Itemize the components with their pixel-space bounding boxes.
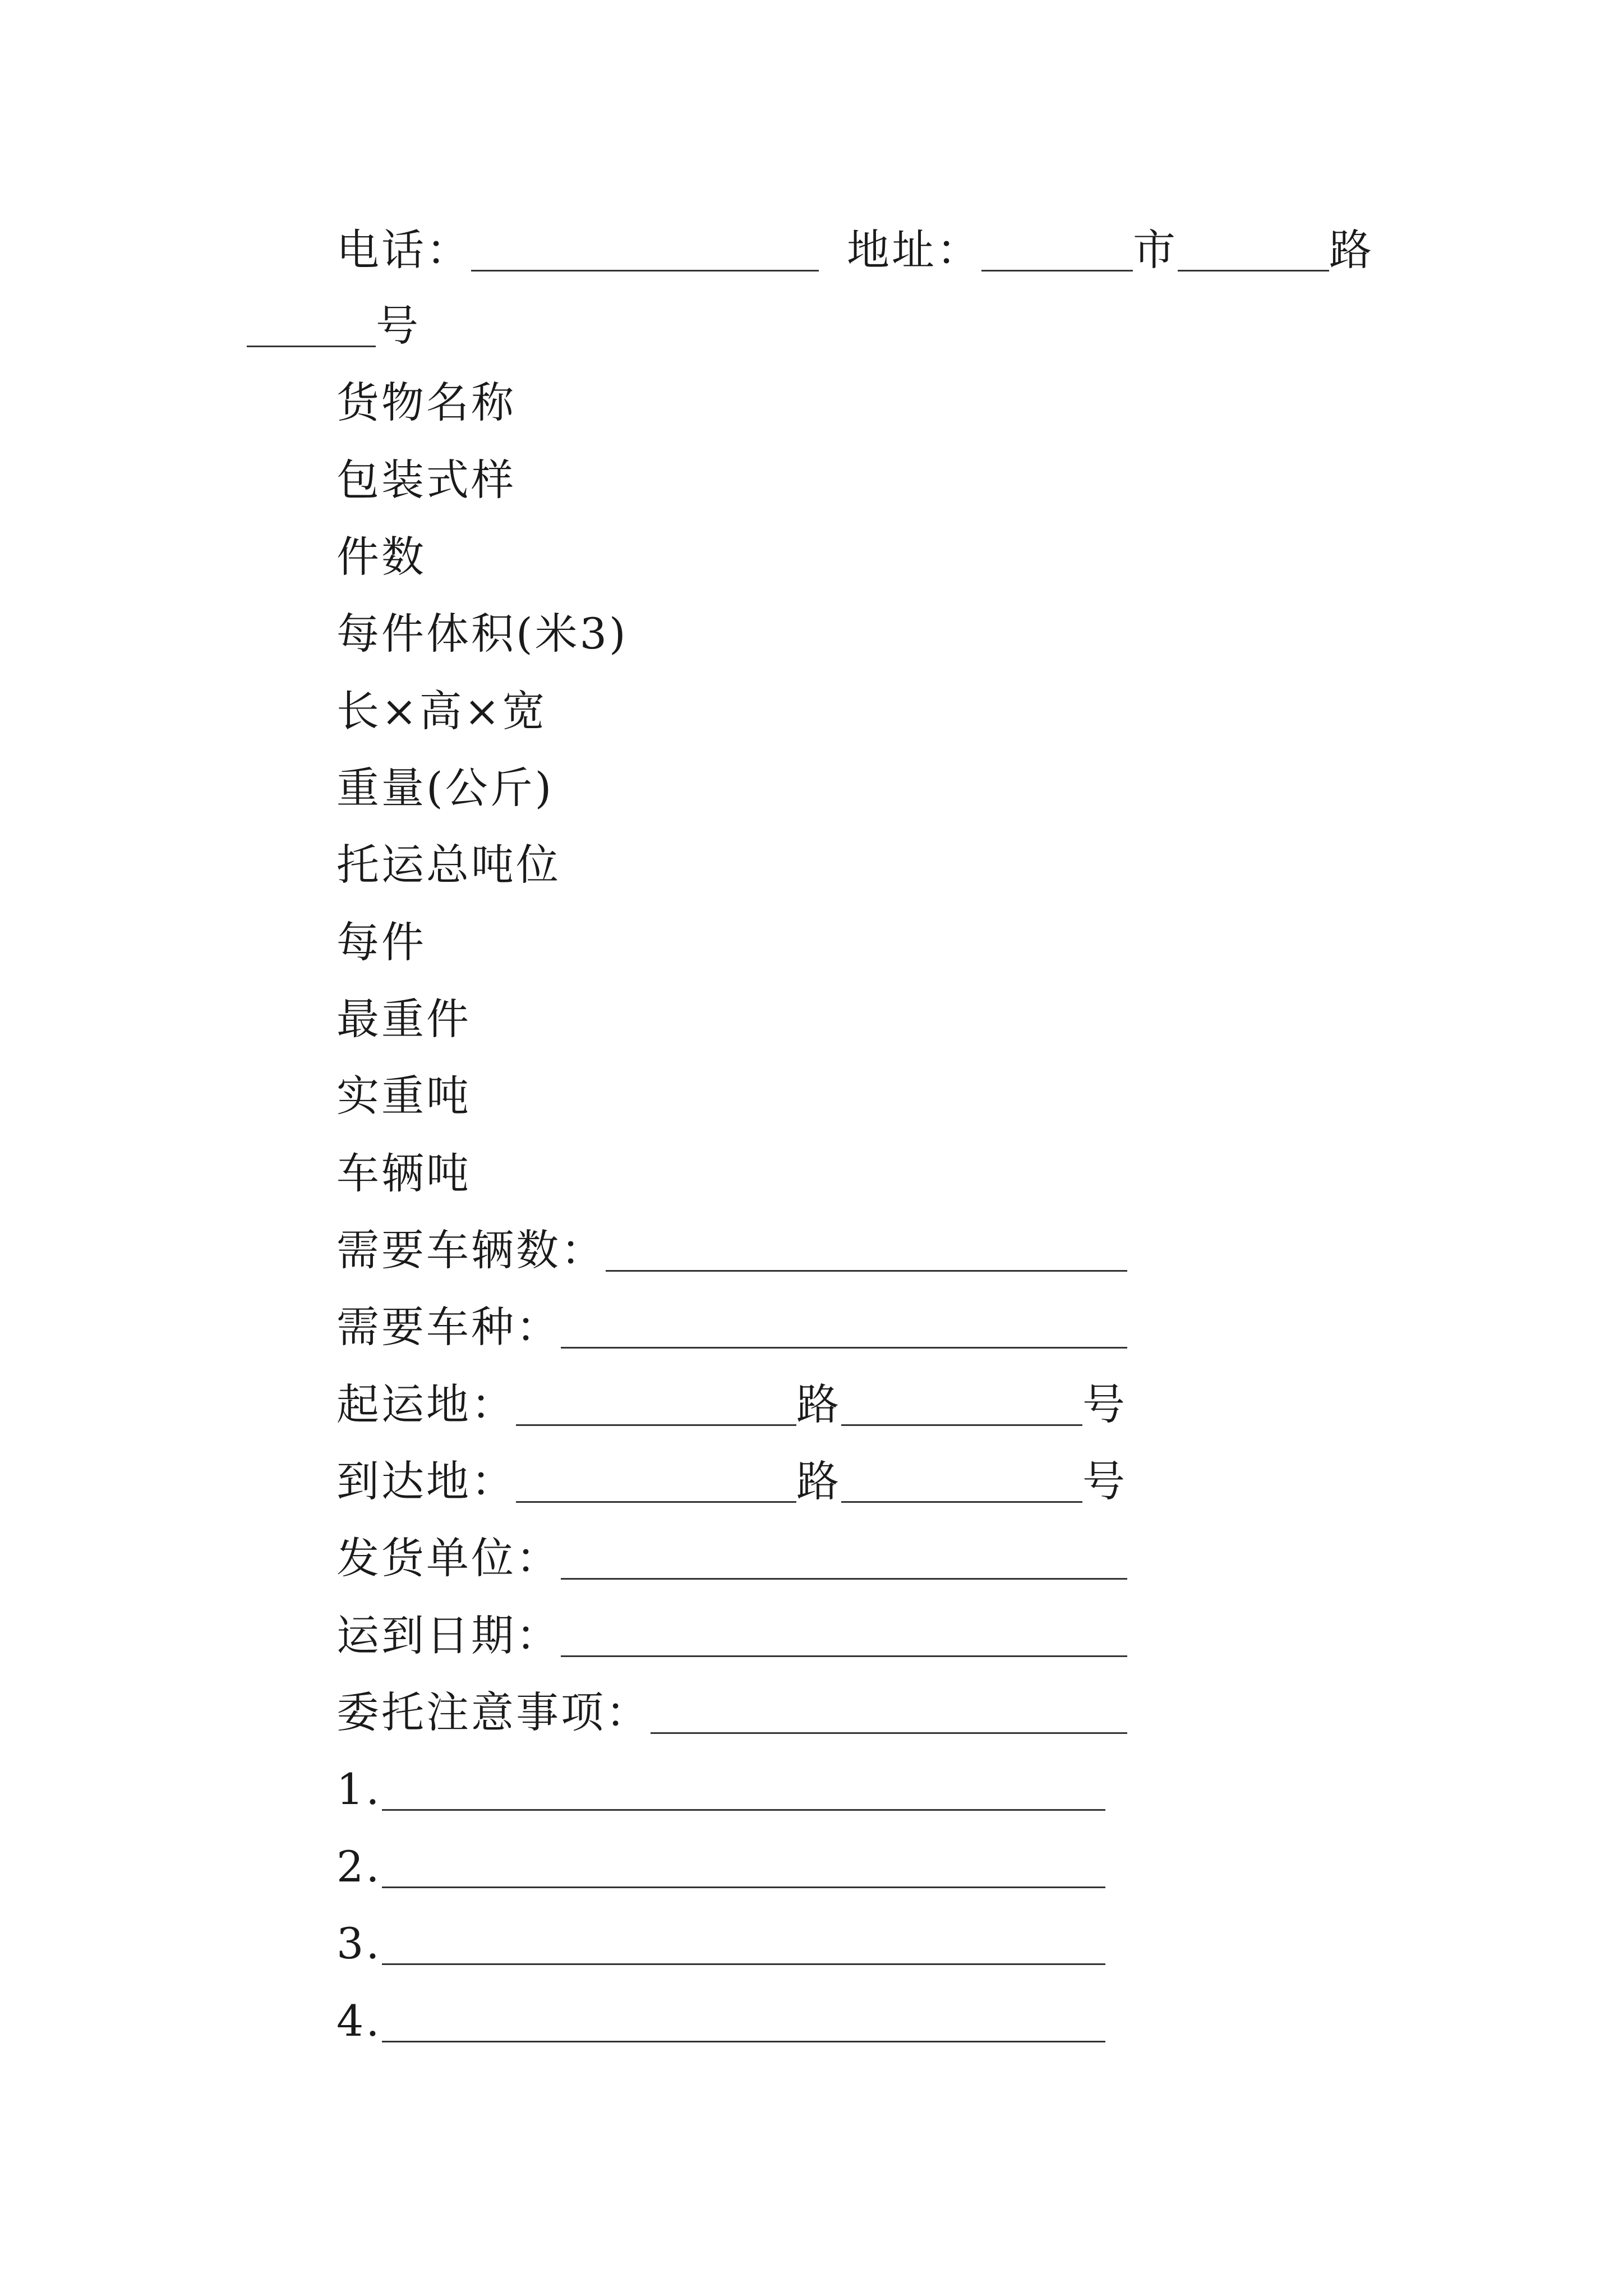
item-each: 每件 — [336, 917, 426, 967]
vehicle-type-label: 需要车种： — [336, 1302, 561, 1352]
item-weight: 重量(公斤) — [336, 763, 554, 813]
item-goods-name: 货物名称 — [336, 378, 516, 427]
arrival-date-blank[interactable] — [561, 1655, 1127, 1657]
origin-blank[interactable] — [516, 1424, 796, 1426]
note-2-blank[interactable] — [382, 1886, 1105, 1888]
origin-label: 起运地： — [336, 1379, 516, 1429]
origin-road-suffix: 路 — [796, 1379, 841, 1429]
road-blank[interactable] — [1178, 269, 1329, 272]
origin-number-suffix: 号 — [1082, 1379, 1127, 1429]
origin-road-blank[interactable] — [841, 1424, 1082, 1426]
note-item-3: 3. — [336, 1901, 1105, 1968]
arrival-date-field — [336, 1593, 1127, 1660]
vehicle-count-field — [336, 1208, 1127, 1275]
arrival-date-label: 运到日期： — [336, 1611, 561, 1660]
city-suffix: 市 — [1133, 225, 1178, 275]
phone-label: 电话： — [336, 225, 471, 275]
note-item-1: 1. — [336, 1747, 1105, 1814]
item-heaviest: 最重件 — [336, 994, 471, 1044]
number-suffix: 号 — [376, 301, 421, 351]
shipper-field — [336, 1516, 1127, 1583]
item-volume: 每件体积(米3) — [336, 609, 628, 659]
destination-label: 到达地： — [336, 1456, 516, 1506]
city-blank[interactable] — [981, 269, 1133, 272]
destination-number-suffix: 号 — [1082, 1456, 1127, 1506]
item-actual-tons: 实重吨 — [336, 1071, 471, 1121]
shipper-blank[interactable] — [561, 1577, 1127, 1580]
phone-blank[interactable] — [471, 269, 819, 272]
house-number-blank[interactable] — [247, 345, 376, 347]
note-3-blank[interactable] — [382, 1963, 1105, 1965]
item-total-tonnage: 托运总吨位 — [336, 840, 561, 890]
contact-line — [336, 208, 1374, 275]
item-vehicle-tons: 车辆吨 — [336, 1148, 471, 1198]
vehicle-type-field — [336, 1285, 1127, 1352]
notes-blank[interactable] — [651, 1732, 1127, 1734]
item-dimensions: 长×高×宽 — [336, 686, 547, 736]
note-1-blank[interactable] — [382, 1809, 1105, 1811]
notes-field — [336, 1670, 1127, 1737]
contact-line-wrap — [247, 283, 421, 351]
vehicle-count-blank[interactable] — [606, 1269, 1127, 1272]
destination-road-blank[interactable] — [841, 1501, 1082, 1503]
origin-field — [336, 1362, 1127, 1429]
vehicle-type-blank[interactable] — [561, 1346, 1127, 1349]
note-4-blank[interactable] — [382, 2040, 1105, 2042]
note-item-2: 2. — [336, 1824, 1105, 1892]
destination-field — [336, 1439, 1127, 1506]
item-packaging: 包装式样 — [336, 455, 516, 505]
shipper-label: 发货单位： — [336, 1533, 561, 1583]
note-item-4: 4. — [336, 1978, 1105, 2046]
destination-blank[interactable] — [516, 1501, 796, 1503]
notes-label: 委托注意事项： — [336, 1687, 651, 1737]
item-piece-count: 件数 — [336, 532, 426, 582]
destination-road-suffix: 路 — [796, 1456, 841, 1506]
road-suffix: 路 — [1329, 225, 1374, 275]
address-label: 地址： — [847, 225, 981, 275]
vehicle-count-label: 需要车辆数： — [336, 1225, 606, 1275]
